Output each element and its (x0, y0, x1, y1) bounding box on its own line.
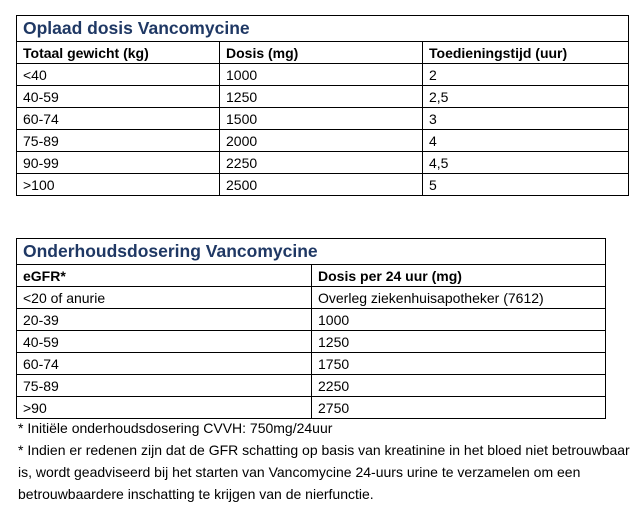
footnote-gfr: * Indien er redenen zijn dat de GFR schatting op basis van kreatinine in het bloed niet betrouwbaar is, wordt geadviseerd bij het starten van Vancomycine 24-uurs urine te verzamelen om een betrouwbaardere inschatting te krijgen van de nierfunctie. (18, 442, 630, 502)
table-cell: 1000 (312, 309, 606, 331)
table-cell: 2250 (220, 152, 423, 174)
table-cell: 2500 (220, 174, 423, 196)
table-cell: 60-74 (17, 108, 220, 130)
table-row (17, 309, 606, 331)
table-cell: 60-74 (17, 353, 312, 375)
table-cell: 4,5 (423, 152, 629, 174)
table-row (17, 152, 629, 174)
table-cell: 1000 (220, 64, 423, 86)
table-row (17, 174, 629, 196)
table-row (17, 130, 629, 152)
table-cell: 2250 (312, 375, 606, 397)
footnotes (18, 417, 638, 505)
table-cell: 20-39 (17, 309, 312, 331)
table-cell: 40-59 (17, 331, 312, 353)
column-header: Totaal gewicht (kg) (17, 42, 220, 64)
table-cell: 5 (423, 174, 629, 196)
loading-dose-table (16, 15, 629, 196)
table-cell: 2,5 (423, 86, 629, 108)
table-cell: >100 (17, 174, 220, 196)
table-cell: 1750 (312, 353, 606, 375)
table-row (17, 375, 606, 397)
table-cell: 1250 (312, 331, 606, 353)
column-header: eGFR* (17, 265, 312, 287)
column-header: Dosis per 24 uur (mg) (312, 265, 606, 287)
table-cell: 2 (423, 64, 629, 86)
table-cell: 2750 (312, 397, 606, 419)
table-cell: 3 (423, 108, 629, 130)
table-cell: 4 (423, 130, 629, 152)
table-cell: 40-59 (17, 86, 220, 108)
column-header: Toedieningstijd (uur) (423, 42, 629, 64)
maintenance-dose-table (16, 238, 606, 419)
table-row (17, 397, 606, 419)
loading-dose-title: Oplaad dosis Vancomycine (17, 16, 629, 42)
table-cell: 2000 (220, 130, 423, 152)
table-cell: 90-99 (17, 152, 220, 174)
footnote-cvvh: * Initiële onderhoudsdosering CVVH: 750mg/24uur (18, 420, 333, 436)
table-row (17, 353, 606, 375)
table-cell: 75-89 (17, 375, 312, 397)
table-row (17, 108, 629, 130)
table-cell: >90 (17, 397, 312, 419)
table-row (17, 331, 606, 353)
maintenance-header-row (17, 265, 606, 287)
table-cell: Overleg ziekenhuisapotheker (7612) (312, 287, 606, 309)
column-header: Dosis (mg) (220, 42, 423, 64)
table-row (17, 86, 629, 108)
table-cell: 1250 (220, 86, 423, 108)
table-cell: 1500 (220, 108, 423, 130)
table-cell: <40 (17, 64, 220, 86)
maintenance-dose-title: Onderhoudsdosering Vancomycine (17, 239, 606, 265)
loading-header-row (17, 42, 629, 64)
table-row (17, 64, 629, 86)
table-cell: <20 of anurie (17, 287, 312, 309)
table-cell: 75-89 (17, 130, 220, 152)
table-row (17, 287, 606, 309)
